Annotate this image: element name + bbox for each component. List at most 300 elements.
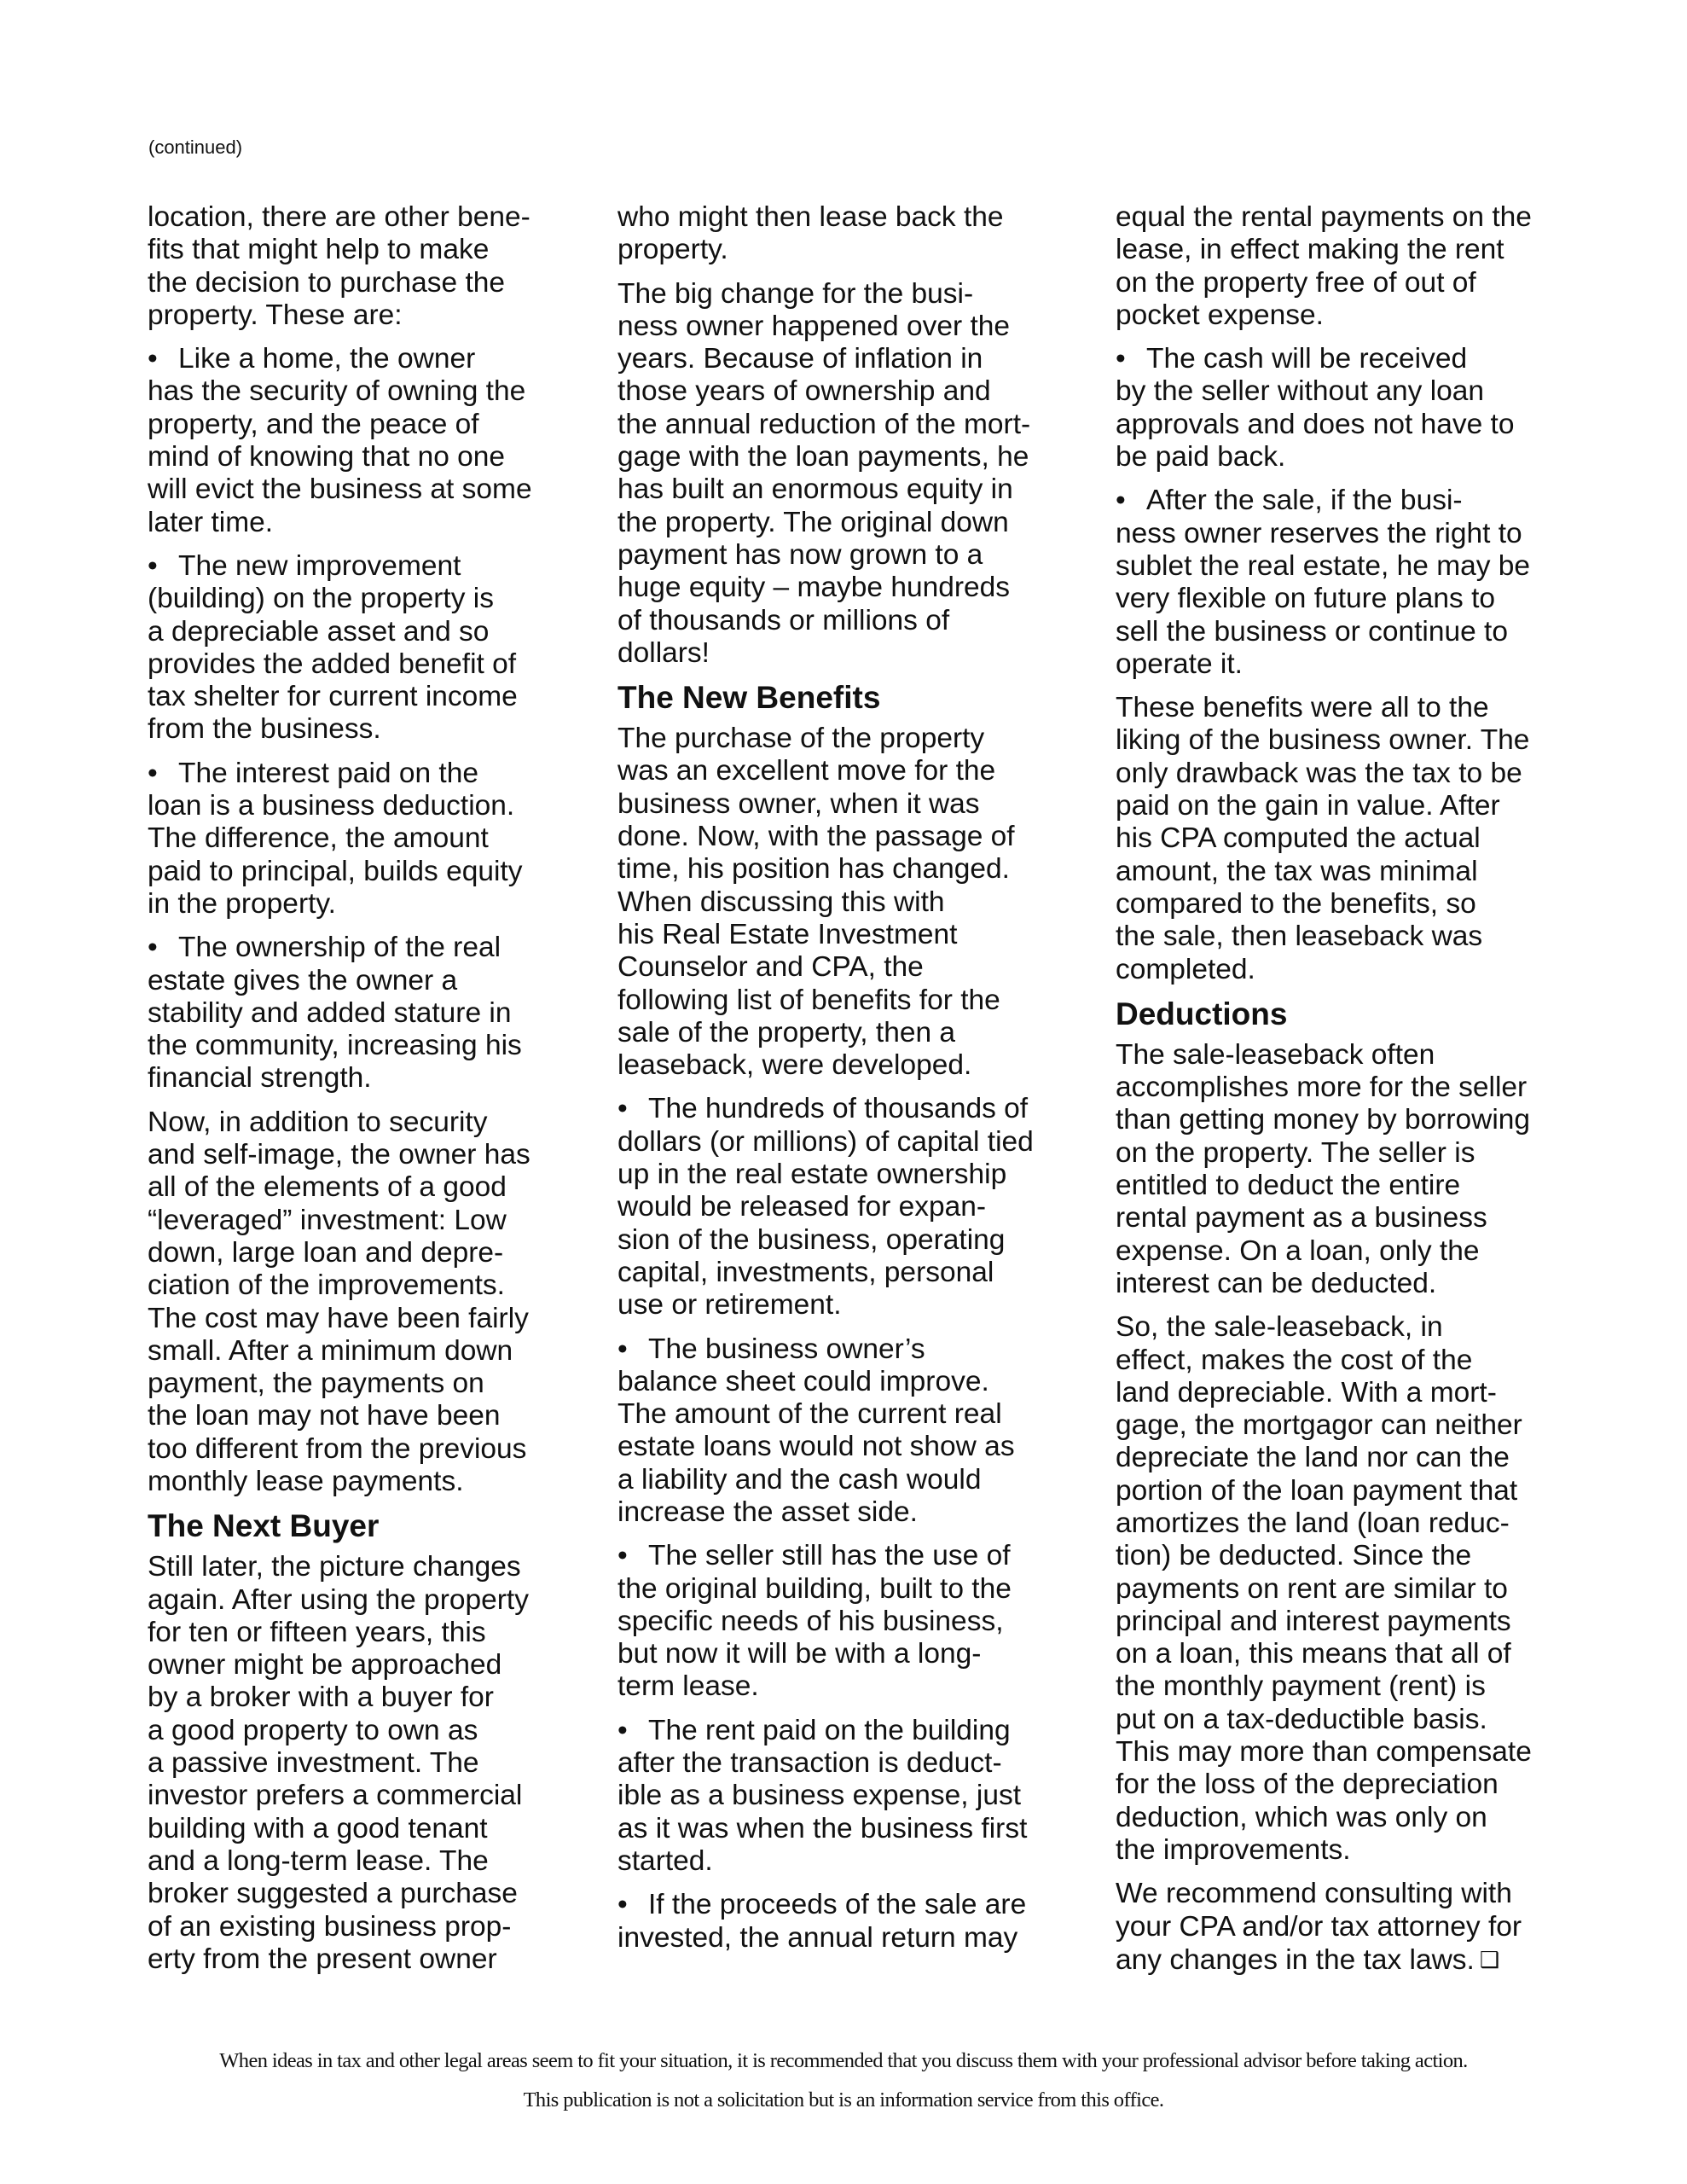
line-text: tax shelter for current income — [148, 681, 518, 713]
text-line — [1116, 1704, 1593, 1736]
line-text: increase the asset side. — [617, 1496, 918, 1528]
line-text: estate loans would not show as — [617, 1431, 1015, 1463]
text-line — [148, 790, 625, 822]
line-text: than getting money by borrowing — [1116, 1104, 1531, 1136]
text-line — [148, 375, 625, 408]
bullet-icon: • — [1116, 343, 1126, 375]
line-text: all of the elements of a good — [148, 1171, 507, 1204]
line-text: When discussing this with — [617, 886, 945, 918]
text-line — [1116, 518, 1593, 550]
line-text: following list of benefits for the — [617, 984, 1000, 1016]
text-line — [1116, 1943, 1593, 1977]
bullet-item — [617, 1889, 1095, 1955]
text-line — [1116, 1911, 1593, 1943]
text-line — [148, 888, 625, 921]
line-text: from the business. — [148, 713, 381, 746]
paragraph — [1116, 1039, 1593, 1300]
text-line — [148, 1649, 625, 1682]
text-line — [617, 375, 1095, 408]
line-text: payment, the payments on — [148, 1368, 484, 1400]
article-column-1 — [148, 201, 625, 1987]
line-text: by the seller without any loan — [1116, 375, 1485, 408]
line-text: financial strength. — [148, 1062, 372, 1095]
line-text: on a loan, this means that all of — [1116, 1638, 1511, 1670]
text-line — [1116, 1345, 1593, 1377]
text-line — [1116, 1268, 1593, 1300]
line-text: stability and added stature in — [148, 996, 512, 1029]
text-line — [617, 723, 1095, 755]
line-text: “leveraged” investment: Low — [148, 1204, 507, 1236]
paragraph — [148, 1107, 625, 1499]
line-text: up in the real estate ownership — [617, 1159, 1007, 1191]
bullet-item — [1116, 485, 1593, 681]
line-text: years. Because of inflation in — [617, 343, 983, 375]
text-line — [1116, 921, 1593, 953]
text-line — [617, 886, 1095, 919]
text-line — [1116, 1377, 1593, 1409]
text-line — [1116, 692, 1593, 724]
text-line — [1116, 1606, 1593, 1638]
paragraph — [617, 723, 1095, 1082]
line-text: payment has now grown to a — [617, 538, 983, 571]
line-text: for the loss of the depreciation — [1116, 1769, 1499, 1801]
line-text: term lease. — [617, 1670, 759, 1703]
text-line — [1116, 1670, 1593, 1703]
text-line — [617, 1845, 1095, 1878]
text-line — [1116, 485, 1593, 517]
line-text: So, the sale-leaseback, in — [1116, 1311, 1443, 1344]
line-text: again. After using the property — [148, 1583, 529, 1616]
line-text: be paid back. — [1116, 441, 1286, 473]
line-text: Now, in addition to security — [148, 1106, 488, 1138]
line-text: The sale-leaseback often — [1116, 1038, 1435, 1071]
text-line — [1116, 234, 1593, 266]
text-line — [148, 441, 625, 473]
text-line — [148, 299, 625, 332]
line-text: sale of the property, then a — [617, 1016, 956, 1048]
text-line — [1116, 1409, 1593, 1442]
text-line — [617, 1126, 1095, 1159]
line-text: investor prefers a commercial — [148, 1780, 523, 1812]
text-line — [148, 583, 625, 615]
line-text: entitled to deduct the entire — [1116, 1170, 1461, 1202]
text-line — [148, 1682, 625, 1714]
line-text: amortizes the land (loan reduc- — [1116, 1507, 1510, 1539]
line-text: operate it. — [1116, 648, 1243, 680]
text-line — [1116, 1507, 1593, 1540]
text-line — [148, 234, 625, 266]
text-line — [1116, 1104, 1593, 1136]
line-text: After the sale, if the busi- — [1146, 485, 1463, 517]
text-line — [1116, 954, 1593, 986]
section-heading: Deductions — [1116, 996, 1288, 1031]
line-text: dollars (or millions) of capital tied — [617, 1125, 1034, 1158]
paragraph — [617, 278, 1095, 671]
line-text: paid to principal, builds equity — [148, 855, 523, 887]
line-text: done. Now, with the passage of — [617, 821, 1015, 853]
text-line — [617, 1813, 1095, 1845]
line-text: of thousands or millions of — [617, 604, 950, 636]
text-line — [1116, 441, 1593, 473]
article-column-2 — [617, 201, 1095, 1966]
line-text: effect, makes the cost of the — [1116, 1344, 1473, 1376]
line-text: This may more than compensate — [1116, 1736, 1532, 1769]
line-text: building with a good tenant — [148, 1812, 488, 1844]
text-line — [1116, 583, 1593, 615]
text-line — [617, 539, 1095, 572]
text-line — [148, 550, 625, 583]
bullet-item — [148, 758, 625, 921]
text-line — [1116, 409, 1593, 441]
section-heading: The New Benefits — [617, 680, 881, 716]
text-line — [1116, 299, 1593, 332]
line-text: location, there are other bene- — [148, 201, 530, 233]
text-line — [617, 637, 1095, 670]
line-text: huge equity – maybe hundreds — [617, 572, 1011, 604]
text-line — [617, 343, 1095, 375]
line-text: expense. On a loan, only the — [1116, 1234, 1480, 1267]
text-line — [1116, 1311, 1593, 1344]
line-text: The big change for the busi- — [617, 277, 974, 310]
text-line — [148, 1171, 625, 1204]
text-line — [617, 473, 1095, 506]
text-line — [617, 755, 1095, 787]
line-text: capital, investments, personal — [617, 1256, 994, 1288]
line-text: ness owner happened over the — [617, 310, 1011, 342]
text-line — [148, 1911, 625, 1943]
line-text: down, large loan and depre- — [148, 1236, 504, 1269]
paragraph — [1116, 201, 1593, 332]
text-line — [148, 267, 625, 299]
text-line — [617, 234, 1095, 266]
line-text: specific needs of his business, — [617, 1605, 1004, 1637]
text-line — [148, 473, 625, 506]
footer-notice-text: This publication is not a solicitation but is an information service from this office. — [523, 2088, 1164, 2111]
text-line — [148, 1400, 625, 1432]
line-text: business owner, when it was — [617, 787, 980, 820]
line-text: later time. — [148, 506, 274, 538]
text-line — [617, 1606, 1095, 1638]
text-line — [148, 648, 625, 681]
line-text: land depreciable. With a mort- — [1116, 1376, 1497, 1409]
line-text: deduction, which was only on — [1116, 1801, 1487, 1833]
text-line — [148, 1237, 625, 1269]
line-text: completed. — [1116, 953, 1255, 985]
text-line — [1116, 1442, 1593, 1474]
line-text: broker suggested a purchase — [148, 1878, 518, 1910]
text-line — [617, 1017, 1095, 1049]
line-text: The rent paid on the building — [648, 1714, 1011, 1746]
text-line — [617, 1333, 1095, 1366]
line-text: fits that might help to make — [148, 234, 490, 266]
line-text: owner might be approached — [148, 1649, 502, 1682]
line-text: rental payment as a business — [1116, 1202, 1487, 1234]
text-line — [148, 1584, 625, 1617]
line-text: after the transaction is deduct- — [617, 1747, 1002, 1780]
text-line — [1116, 1072, 1593, 1104]
line-text: and a long-term lease. The — [148, 1844, 489, 1877]
text-line — [1116, 1137, 1593, 1170]
line-text: his CPA computed the actual — [1116, 822, 1481, 855]
text-line — [617, 1224, 1095, 1257]
text-line — [1116, 616, 1593, 648]
line-text: lease, in effect making the rent — [1116, 234, 1504, 266]
bullet-icon: • — [617, 1714, 628, 1746]
text-line — [148, 965, 625, 997]
line-text: The amount of the current real — [617, 1398, 1002, 1431]
text-line — [1116, 1769, 1593, 1801]
bullet-icon: • — [148, 549, 158, 582]
line-text: for ten or fifteen years, this — [148, 1616, 486, 1648]
text-line — [617, 1049, 1095, 1082]
article-column-3 — [1116, 201, 1593, 1988]
text-line — [148, 1780, 625, 1812]
text-line — [1116, 343, 1593, 375]
text-line — [148, 758, 625, 790]
text-line — [617, 1573, 1095, 1606]
line-text: has built an enormous equity in — [617, 473, 1013, 506]
line-text: the improvements. — [1116, 1833, 1351, 1866]
bullet-item — [148, 932, 625, 1095]
line-text: The interest paid on the — [178, 757, 478, 789]
line-text: property, and the peace of — [148, 408, 479, 440]
line-text: sion of the business, operating — [617, 1223, 1006, 1256]
text-line — [148, 1139, 625, 1171]
line-text: on the property free of out of — [1116, 266, 1476, 299]
line-text: sublet the real estate, he may be — [1116, 549, 1531, 582]
line-text: would be released for expan- — [617, 1191, 987, 1223]
line-text: The difference, the amount — [148, 822, 489, 855]
line-text: small. After a minimum down — [148, 1334, 513, 1367]
line-text: approvals and does not have to — [1116, 408, 1515, 440]
line-text: only drawback was the tax to be — [1116, 757, 1522, 789]
line-text: monthly lease payments. — [148, 1465, 464, 1497]
text-line — [1116, 648, 1593, 681]
text-line — [148, 1747, 625, 1780]
text-line — [617, 1638, 1095, 1670]
text-line — [617, 919, 1095, 951]
text-line — [148, 822, 625, 855]
line-text: invested, the annual return may — [617, 1921, 1018, 1954]
text-line — [617, 788, 1095, 821]
line-text: gage with the loan payments, he — [617, 441, 1029, 473]
line-text: Still later, the picture changes — [148, 1551, 521, 1583]
line-text: gage, the mortgagor can neither — [1116, 1409, 1522, 1442]
text-line — [148, 856, 625, 888]
bullet-icon: • — [148, 932, 158, 964]
line-text: was an excellent move for the — [617, 755, 996, 787]
line-text: but now it will be with a long- — [617, 1638, 982, 1670]
bullet-icon: • — [617, 1540, 628, 1572]
line-text: the sale, then leaseback was — [1116, 921, 1483, 953]
text-line — [148, 1845, 625, 1878]
text-line — [1116, 856, 1593, 888]
text-line — [617, 311, 1095, 343]
text-line — [617, 1159, 1095, 1191]
text-line — [148, 681, 625, 713]
line-text: paid on the gain in value. After — [1116, 790, 1500, 822]
text-line — [148, 1107, 625, 1139]
text-line — [148, 507, 625, 539]
line-text: The seller still has the use of — [648, 1540, 1011, 1572]
footer-disclaimer — [0, 2049, 1687, 2073]
line-text: The business owner’s — [648, 1333, 925, 1365]
text-line — [148, 1269, 625, 1302]
text-line — [617, 1747, 1095, 1780]
line-text: the loan may not have been — [148, 1400, 501, 1432]
line-text: provides the added benefit of — [148, 648, 517, 680]
text-line — [148, 1715, 625, 1747]
text-line — [617, 441, 1095, 473]
line-text: time, his position has changed. — [617, 853, 1010, 886]
text-line — [617, 985, 1095, 1017]
line-text: property. — [617, 234, 728, 266]
line-text: ness owner reserves the right to — [1116, 517, 1522, 549]
text-line — [1116, 1638, 1593, 1670]
footer-disclaimer-text: When ideas in tax and other legal areas seem to fit your situation, it is recommended that you discuss them with your professional advisor before taking action. — [219, 2049, 1468, 2072]
bullet-icon: • — [617, 1093, 628, 1125]
paragraph — [148, 1551, 625, 1976]
text-line — [1116, 1039, 1593, 1072]
line-text: and self-image, the owner has — [148, 1139, 530, 1171]
text-line — [148, 1205, 625, 1237]
text-line — [148, 1617, 625, 1649]
line-text: payments on rent are similar to — [1116, 1572, 1508, 1605]
line-text: interest can be deducted. — [1116, 1267, 1437, 1299]
line-text: those years of ownership and — [617, 375, 991, 408]
line-text: These benefits were all to the — [1116, 692, 1489, 724]
text-line — [617, 201, 1095, 234]
line-text: ible as a business expense, just — [617, 1780, 1022, 1812]
text-line — [617, 951, 1095, 984]
line-text: (building) on the property is — [148, 583, 494, 615]
text-line — [148, 1303, 625, 1335]
bullet-item — [617, 1093, 1095, 1321]
text-line — [1116, 888, 1593, 921]
text-line — [1116, 1202, 1593, 1234]
text-line — [617, 1715, 1095, 1747]
text-line — [1116, 201, 1593, 234]
line-text: a liability and the cash would — [617, 1463, 982, 1496]
text-line — [617, 1922, 1095, 1955]
line-text: If the proceeds of the sale are — [648, 1889, 1027, 1921]
text-line — [617, 1780, 1095, 1812]
text-line — [617, 507, 1095, 539]
line-text: the monthly payment (rent) is — [1116, 1670, 1486, 1703]
text-line — [617, 1366, 1095, 1398]
line-text: Like a home, the owner — [178, 343, 476, 375]
text-line — [1116, 375, 1593, 408]
line-text: The new improvement — [178, 549, 461, 582]
text-line — [617, 572, 1095, 604]
text-line — [148, 616, 625, 648]
line-text: sell the business or continue to — [1116, 615, 1508, 648]
bullet-icon: • — [1116, 485, 1126, 517]
text-line — [1116, 758, 1593, 790]
line-text: the decision to purchase the — [148, 266, 506, 299]
line-text: estate gives the owner a — [148, 964, 458, 996]
line-text: The hundreds of thousands of — [648, 1093, 1029, 1125]
text-line — [1116, 1802, 1593, 1834]
footer-notice — [0, 2088, 1687, 2112]
text-line — [617, 605, 1095, 637]
text-line — [148, 1433, 625, 1466]
line-text: property. These are: — [148, 299, 403, 331]
line-text: The cost may have been fairly — [148, 1302, 529, 1334]
text-line — [617, 1289, 1095, 1321]
text-line — [617, 1464, 1095, 1496]
section-heading: The Next Buyer — [148, 1508, 380, 1544]
bullet-item — [1116, 343, 1593, 473]
line-text: mind of knowing that no one — [148, 441, 506, 473]
text-line — [148, 1943, 625, 1976]
paragraph — [1116, 1878, 1593, 1977]
line-text: tion) be deducted. Since the — [1116, 1540, 1472, 1572]
line-text: your CPA and/or tax attorney for — [1116, 1910, 1522, 1943]
text-line — [148, 1466, 625, 1498]
line-text: of an existing business prop- — [148, 1910, 512, 1943]
text-line — [148, 1813, 625, 1845]
line-text: has the security of owning the — [148, 375, 526, 408]
text-line — [148, 1062, 625, 1095]
paragraph — [617, 201, 1095, 267]
bullet-item — [148, 550, 625, 746]
line-text: the original building, built to the — [617, 1572, 1012, 1605]
text-line — [148, 1551, 625, 1583]
paragraph — [148, 201, 625, 332]
line-text: the annual reduction of the mort- — [617, 408, 1031, 440]
continued-label: (continued) — [148, 136, 243, 158]
line-text: leaseback, were developed. — [617, 1049, 972, 1082]
text-line — [1116, 1878, 1593, 1910]
text-line — [1116, 1170, 1593, 1202]
text-line — [617, 1431, 1095, 1463]
text-line — [148, 1030, 625, 1062]
line-text: We recommend consulting with — [1116, 1878, 1512, 1910]
text-line — [148, 409, 625, 441]
bullet-item — [148, 343, 625, 539]
line-text: equal the rental payments on the — [1116, 201, 1532, 233]
line-text: amount, the tax was minimal — [1116, 855, 1478, 887]
line-text: liking of the business owner. The — [1116, 724, 1530, 757]
text-line — [1116, 1834, 1593, 1867]
bullet-item — [617, 1715, 1095, 1878]
text-line — [148, 1878, 625, 1910]
text-line — [617, 1257, 1095, 1289]
text-line — [1116, 724, 1593, 757]
text-line — [148, 713, 625, 746]
text-line — [617, 278, 1095, 311]
bullet-icon: • — [148, 757, 158, 789]
text-line — [617, 1093, 1095, 1125]
line-text: put on a tax-deductible basis. — [1116, 1703, 1487, 1735]
text-line — [1116, 790, 1593, 822]
text-line — [148, 1368, 625, 1400]
text-line — [148, 932, 625, 964]
paragraph — [1116, 1311, 1593, 1867]
line-text: The ownership of the real — [178, 932, 501, 964]
bullet-item — [617, 1333, 1095, 1530]
line-text: balance sheet could improve. — [617, 1365, 989, 1397]
line-text: will evict the business at some — [148, 473, 532, 506]
line-text: very flexible on future plans to — [1116, 583, 1496, 615]
line-text: The cash will be received — [1146, 343, 1468, 375]
line-text: Counselor and CPA, the — [617, 951, 924, 984]
line-text: pocket expense. — [1116, 299, 1324, 331]
line-text: by a broker with a buyer for — [148, 1682, 494, 1714]
text-line — [1116, 1475, 1593, 1507]
text-line — [148, 1335, 625, 1368]
